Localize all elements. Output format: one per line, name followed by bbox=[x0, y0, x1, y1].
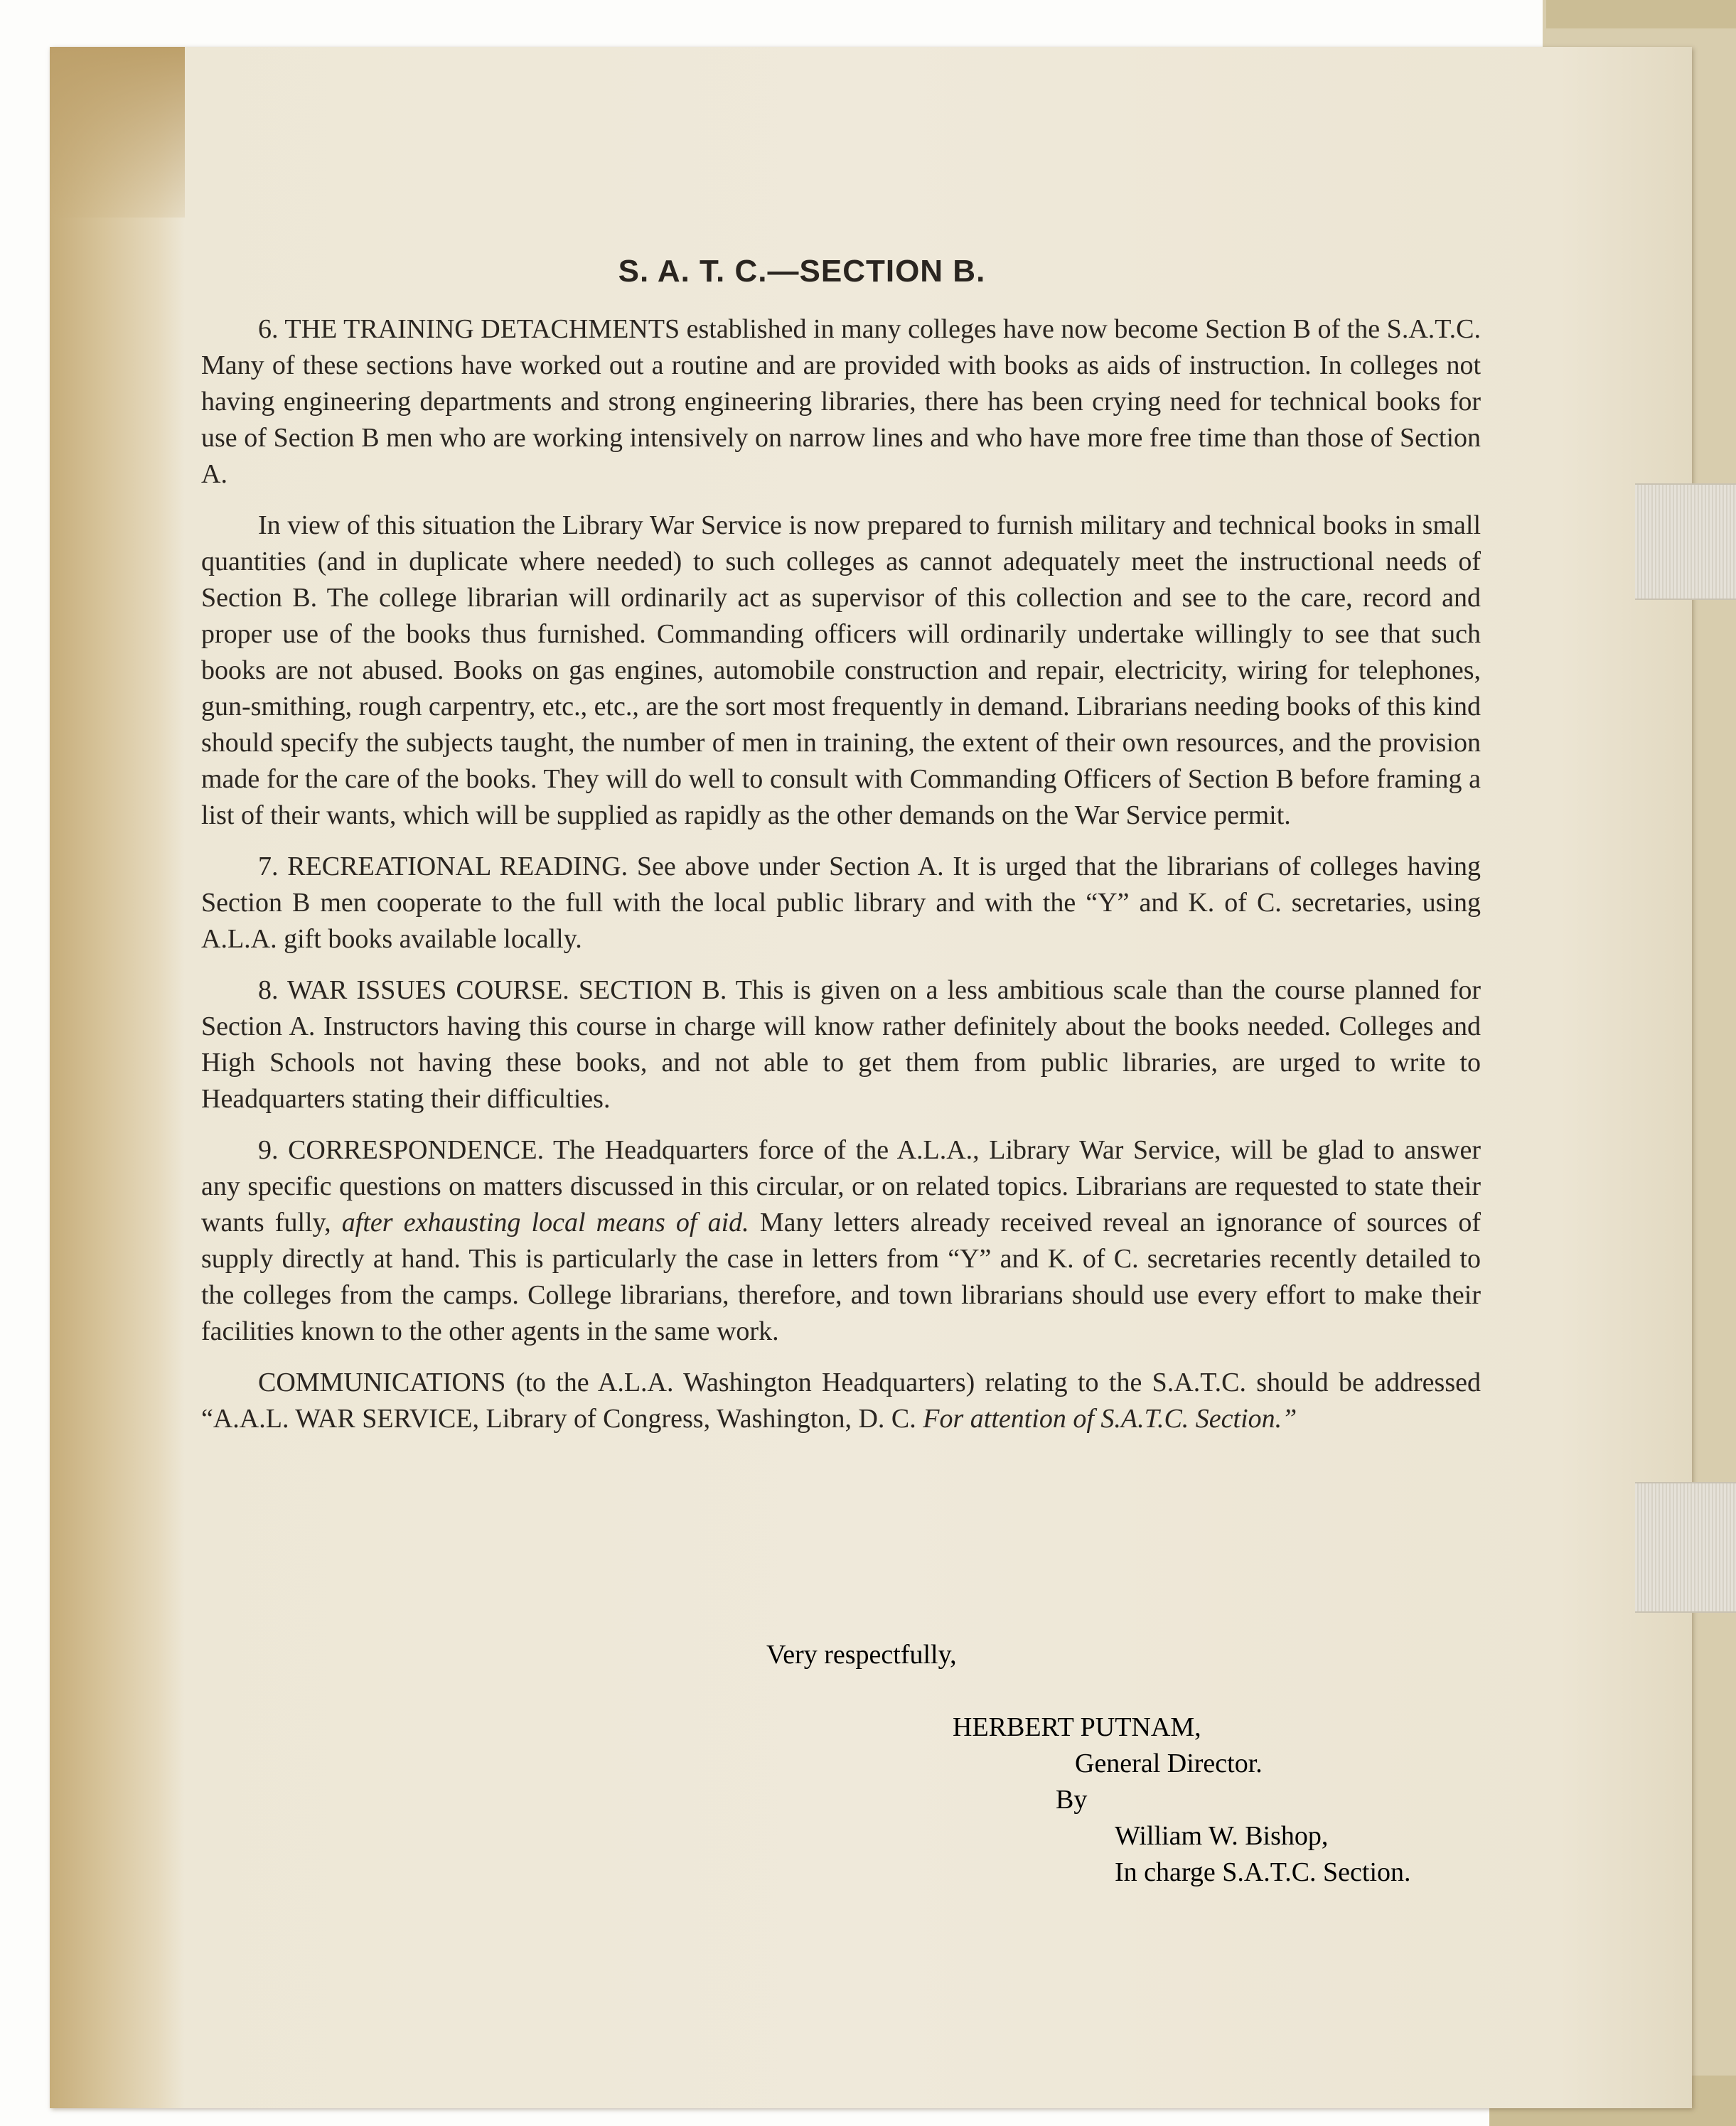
signatory-by: By bbox=[1056, 1785, 1088, 1815]
paragraph-training-detachments bbox=[201, 311, 1481, 493]
paragraph-emphasis: For attention of S.A.T.C. Section.” bbox=[923, 1404, 1297, 1434]
agent-name: William W. Bishop, bbox=[1115, 1821, 1329, 1851]
paragraph-emphasis: after exhausting local means of aid. bbox=[341, 1208, 749, 1238]
paragraph-communications bbox=[201, 1365, 1481, 1437]
page-spine bbox=[50, 47, 185, 2108]
signatory-name: HERBERT PUTNAM, bbox=[953, 1712, 1201, 1742]
paragraph-text: In view of this situation the Library War Service is now prepared to furnish military and technical books in small quantities (and in duplicate where needed) to such colleges as cannot adequately meet the instructional needs of Section B. The college librarian will ordinarily act as supervisor of this collection and see to the care, record and proper use of the books thus furnished. Commanding officers will ordinarily undertake willingly to see that such books are not abused. Books on gas engines, automobile construction and repair, electricity, wiring for telephones, gun-smithing, rough carpentry, etc., etc., are the sort most frequently in demand. Librarians needing books of this kind should specify the subjects taught, the number of men in training, the extent of their own resources, and the provision made for the care of the books. They will do well to consult with Commanding Officers of Section B before framing a list of their wants, which will be supplied as rapidly as the other demands on the War Service permit. bbox=[201, 510, 1481, 830]
paragraph-text: 9. CORRESPONDENCE. The Headquarters force of the A.L.A., Library War Service, will be glad to answer any specific questions on matters discussed in this circular, or on related topics. Librarians are requested to state their wants fully, bbox=[201, 1135, 1481, 1238]
binding-tape-bottom bbox=[1635, 1482, 1736, 1613]
paragraph-text: COMMUNICATIONS (to the A.L.A. Washington Headquarters) relating to the S.A.T.C. should be addressed “A.A.L. WAR SERVICE, Library of Congress, Washington, D. C. bbox=[201, 1368, 1481, 1434]
paragraph-text: 7. RECREATIONAL READING. See above under Section A. It is urged that the librarians of colleges having Section B men cooperate to the full with the local public library and with the “Y” and K. of C. secretaries, using A.L.A. gift books available locally. bbox=[201, 852, 1481, 954]
paragraph-correspondence bbox=[201, 1132, 1481, 1350]
page-spine-stain bbox=[50, 47, 185, 218]
paragraph-text-after: Many letters already received reveal an ignorance of sources of supply directly at hand. This is particularly the case in letters from “Y” and K. of C. secretaries recently detailed to the colleges from the camps. College librarians, therefore, and town librarians should use every effort to make their facilities known to the other agents in the same work. bbox=[201, 1208, 1482, 1346]
paragraph-recreational-reading bbox=[201, 849, 1481, 957]
back-cover-top-edge bbox=[1546, 0, 1736, 28]
document-body bbox=[201, 250, 1481, 1452]
signatory-title: General Director. bbox=[1075, 1749, 1263, 1778]
paragraph-text: 6. THE TRAINING DETACHMENTS established in many colleges have now become Section B of the S.A.T.C. Many of these sections have worked out a routine and are provided with books as aids of instruction. In colleges not having engineering departments and strong engineering libraries, there has been crying need for technical books for use of Section B men who are working intensively on narrow lines and who have more free time than those of Section A. bbox=[201, 314, 1481, 489]
paragraph-library-war-service bbox=[201, 508, 1481, 834]
paragraph-text: 8. WAR ISSUES COURSE. SECTION B. This is given on a less ambitious scale than the course planned for Section A. Instructors having this course in charge will know rather definitely about the books needed. Colleges and High Schools not having these books, and not able to get them from public libraries, are urged to write to Headquarters stating their difficulties. bbox=[201, 975, 1481, 1114]
binding-tape-top bbox=[1635, 483, 1736, 600]
closing-salutation: Very respectfully, bbox=[766, 1640, 957, 1670]
section-heading: S. A. T. C.—SECTION B. bbox=[618, 254, 986, 289]
paragraph-war-issues-course bbox=[201, 972, 1481, 1117]
agent-role: In charge S.A.T.C. Section. bbox=[1115, 1857, 1411, 1887]
